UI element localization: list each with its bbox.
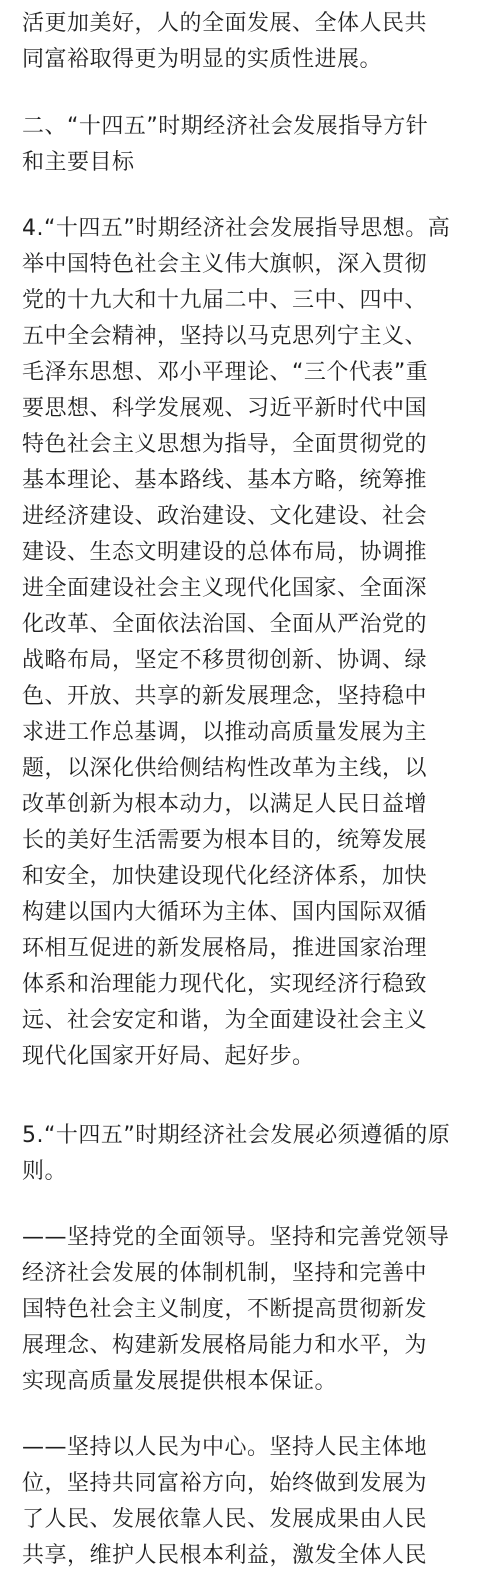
text-line: 进全面建设社会主义现代化国家、全面深 <box>22 576 428 601</box>
text-line: 和主要目标 <box>22 150 135 175</box>
text-line: 毛泽东思想、邓小平理论、“三个代表”重 <box>22 360 429 385</box>
text-line: 和安全，加快建设现代化经济体系，加快 <box>22 864 428 889</box>
text-line: 经济社会发展的体制机制，坚持和完善中 <box>22 1261 428 1286</box>
text-line: 色、开放、共享的新发展理念，坚持稳中 <box>22 684 428 709</box>
text-line: 活更加美好，人的全面发展、全体人民共 <box>22 11 428 36</box>
text-line: 环相互促进的新发展格局，推进国家治理 <box>22 936 428 961</box>
text-line: 党的十九大和十九届二中、三中、四中、 <box>22 288 428 313</box>
text-line: 现代化国家开好局、起好步。 <box>22 1044 315 1069</box>
text-line: 远、社会安定和谐，为全面建设社会主义 <box>22 1008 428 1033</box>
text-line: ——坚持以人民为中心。坚持人民主体地 <box>22 1435 428 1460</box>
paragraph-principle-1 <box>22 1220 462 1400</box>
text-line: 特色社会主义思想为指导，全面贯彻党的 <box>22 432 428 457</box>
paragraph-item-5 <box>22 1118 462 1190</box>
text-line: 共享，维护人民根本利益，激发全体人民 <box>22 1543 428 1568</box>
paragraph-intro-tail <box>22 6 462 78</box>
text-line: 同富裕取得更为明显的实质性进展。 <box>22 47 383 72</box>
text-line: 了人民、发展依靠人民、发展成果由人民 <box>22 1507 428 1532</box>
text-line: 体系和治理能力现代化，实现经济行稳致 <box>22 972 428 997</box>
text-line: 国特色社会主义制度，不断提高贯彻新发 <box>22 1297 428 1322</box>
text-line: 求进工作总基调，以推动高质量发展为主 <box>22 720 428 745</box>
text-line: 进经济建设、政治建设、文化建设、社会 <box>22 504 428 529</box>
text-line: 则。 <box>22 1159 68 1184</box>
text-line: ——坚持党的全面领导。坚持和完善党领导 <box>22 1225 450 1250</box>
text-line: 展理念、构建新发展格局能力和水平，为 <box>22 1333 428 1358</box>
text-line: 二、“十四五”时期经济社会发展指导方针 <box>22 114 429 139</box>
text-line: 举中国特色社会主义伟大旗帜，深入贯彻 <box>22 252 428 277</box>
text-line: 改革创新为根本动力，以满足人民日益增 <box>22 792 428 817</box>
text-line: 基本理论、基本路线、基本方略，统筹推 <box>22 468 428 493</box>
text-line: 4.“十四五”时期经济社会发展指导思想。高 <box>22 216 451 241</box>
text-line: 化改革、全面依法治国、全面从严治党的 <box>22 612 428 637</box>
text-line: 战略布局，坚定不移贯彻创新、协调、绿 <box>22 648 428 673</box>
text-line: 建设、生态文明建设的总体布局，协调推 <box>22 540 428 565</box>
paragraph-principle-2 <box>22 1430 462 1574</box>
text-line: 题，以深化供给侧结构性改革为主线，以 <box>22 756 428 781</box>
text-line: 构建以国内大循环为主体、国内国际双循 <box>22 900 428 925</box>
text-line: 要思想、科学发展观、习近平新时代中国 <box>22 396 428 421</box>
text-line: 5.“十四五”时期经济社会发展必须遵循的原 <box>22 1123 451 1148</box>
text-line: 长的美好生活需要为根本目的，统筹发展 <box>22 828 428 853</box>
text-line: 实现高质量发展提供根本保证。 <box>22 1369 338 1394</box>
paragraph-section-heading <box>22 109 462 181</box>
paragraph-item-4 <box>22 211 462 1075</box>
text-line: 五中全会精神，坚持以马克思列宁主义、 <box>22 324 428 349</box>
text-line: 位，坚持共同富裕方向，始终做到发展为 <box>22 1471 428 1496</box>
